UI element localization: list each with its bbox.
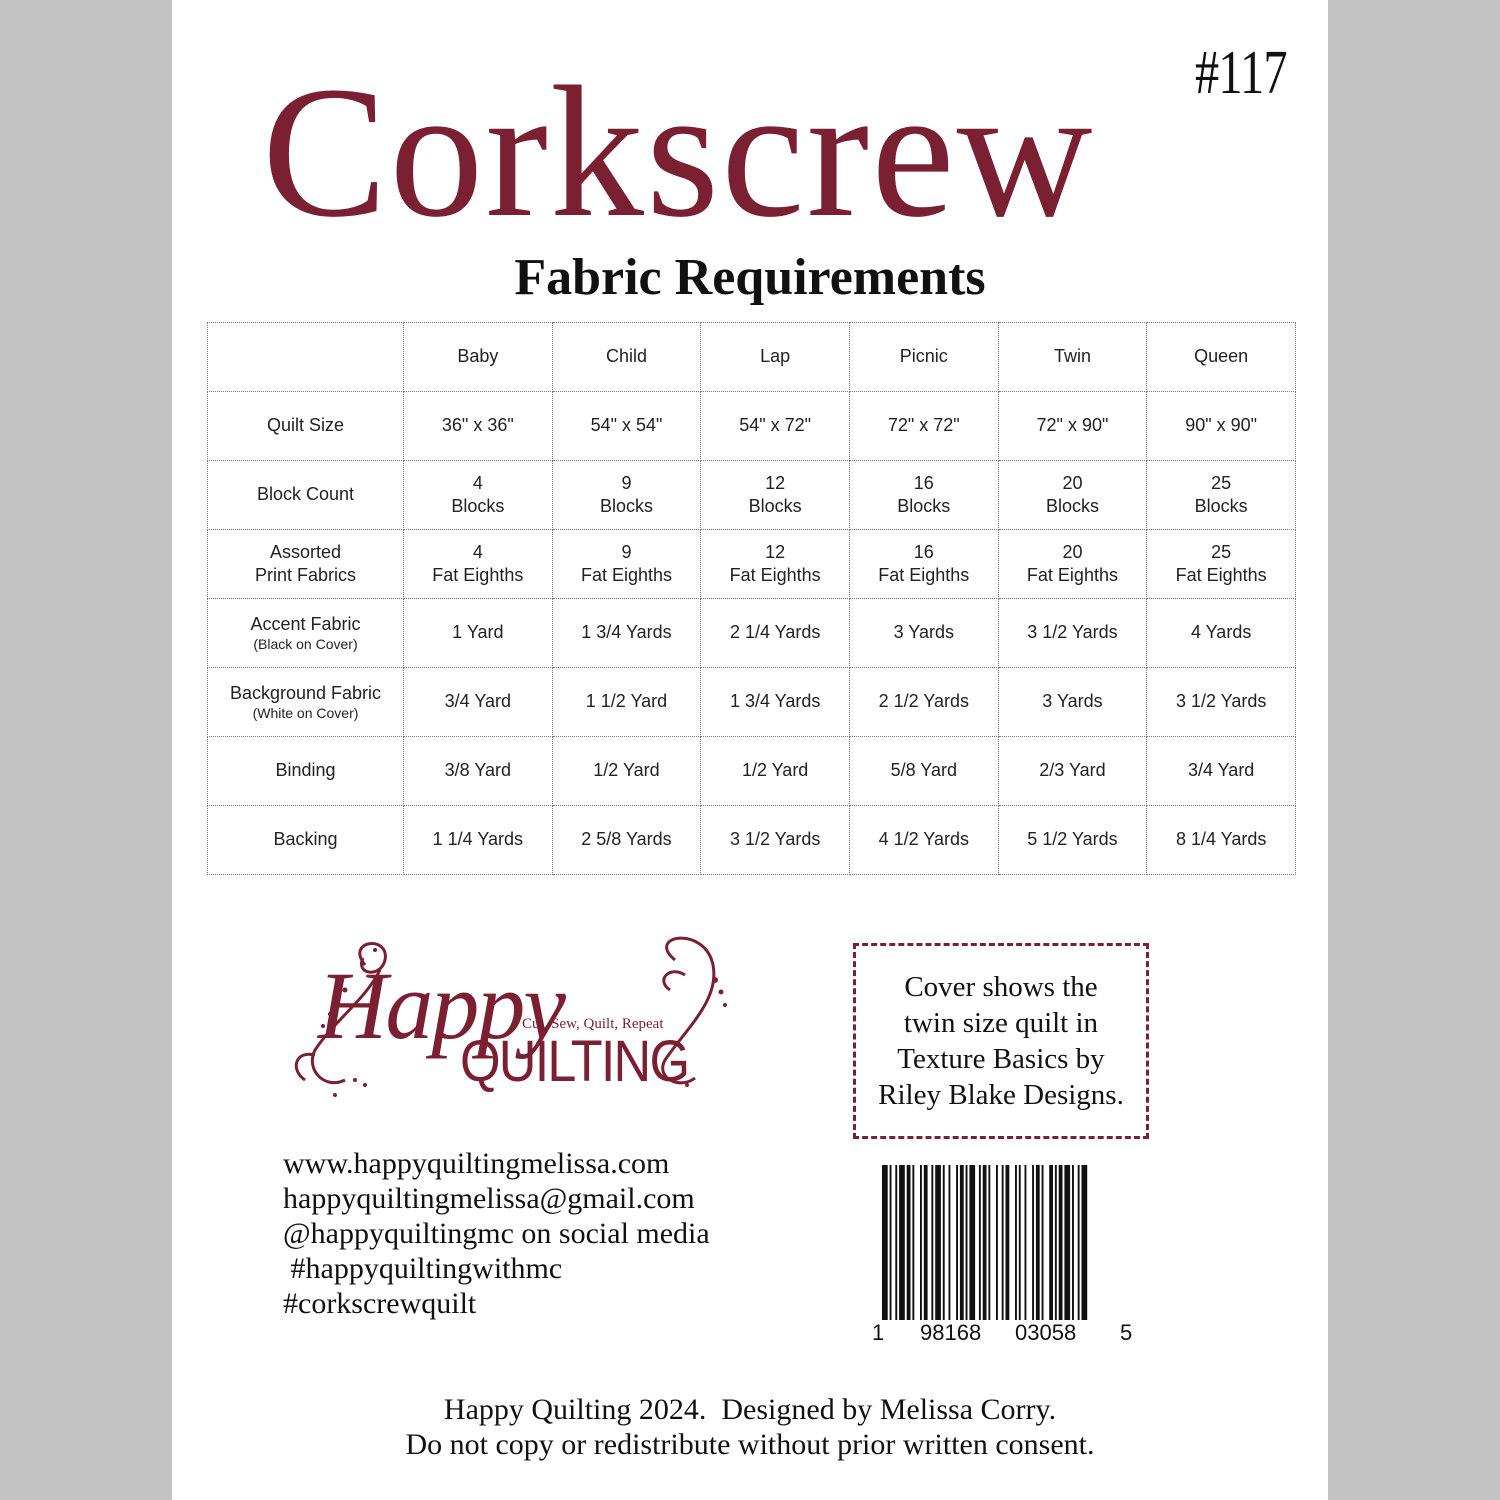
barcode-bar: [890, 1165, 892, 1320]
barcode-bar: [1015, 1165, 1017, 1320]
barcode-bar: [1002, 1165, 1004, 1320]
table-cell: [701, 461, 850, 530]
table-cell: [998, 392, 1147, 461]
cover-note-line: twin size quilt in: [903, 1007, 1099, 1039]
row-label: Print Fabrics: [254, 565, 357, 585]
row-label: Block Count: [256, 484, 355, 505]
table-cell: [1147, 530, 1296, 599]
cell-value: Blocks: [1045, 496, 1099, 516]
cell-value: 72" x 90": [1036, 415, 1109, 436]
table-cell: [701, 530, 850, 599]
cell-value: Blocks: [1194, 496, 1248, 516]
cell-value: 3 Yards: [1042, 691, 1103, 712]
cover-note-line: Riley Blake Designs.: [878, 1079, 1124, 1111]
size-header-queen: Queen: [1147, 323, 1296, 392]
barcode-digit: 1: [872, 1320, 885, 1345]
table-cell: [552, 392, 701, 461]
cell-value: 16: [913, 541, 934, 562]
cell-value: 1 1/2 Yard: [585, 691, 668, 712]
size-header-twin: Twin: [998, 323, 1147, 392]
barcode-digit: 5: [1120, 1320, 1133, 1345]
barcode-bar: [1064, 1165, 1070, 1320]
table-row: [208, 668, 1296, 737]
barcode-bar: [1006, 1165, 1010, 1320]
hashtag-pattern: #corkscrewquilt: [283, 1287, 477, 1320]
table-cell: [701, 737, 850, 806]
barcode-bar: [899, 1165, 905, 1320]
cell-value: 3 Yards: [893, 622, 954, 643]
table-cell: [998, 737, 1147, 806]
cell-value: Blocks: [748, 496, 802, 516]
cell-value: Fat Eighths: [729, 565, 821, 585]
row-label: Background Fabric: [229, 682, 382, 703]
cell-value: 4: [472, 541, 483, 562]
table-cell: [404, 806, 553, 875]
cell-value: 20: [1062, 541, 1083, 562]
row-label-note: (White on Cover): [252, 705, 359, 722]
table-cell: [1147, 599, 1296, 668]
table-cell: [404, 392, 553, 461]
table-cell: [1147, 737, 1296, 806]
barcode-bar: [1078, 1165, 1080, 1320]
cell-value: Fat Eighths: [1026, 565, 1118, 585]
table-cell: [849, 461, 998, 530]
table-cell: [404, 668, 553, 737]
hashtag-brand: #happyquiltingwithmc: [283, 1252, 563, 1285]
table-cell: [701, 668, 850, 737]
pattern-title: Corkscrew: [262, 47, 1095, 256]
barcode-bar: [1049, 1165, 1053, 1320]
header-corner-cell: [208, 323, 404, 392]
table-cell: [1147, 461, 1296, 530]
table-cell: [849, 599, 998, 668]
fabric-requirements-table: [207, 322, 1296, 875]
barcode-bar: [966, 1165, 968, 1320]
table-cell: [998, 806, 1147, 875]
table-cell: [701, 599, 850, 668]
barcode-bar: [1036, 1165, 1040, 1320]
cell-value: Blocks: [599, 496, 653, 516]
row-label: Accent Fabric: [250, 613, 361, 634]
barcode-bar: [956, 1165, 958, 1320]
table-cell: [552, 461, 701, 530]
cell-value: 1/2 Yard: [741, 760, 809, 781]
cell-value: 8 1/4 Yards: [1175, 829, 1267, 850]
contact-info: [283, 1146, 710, 1321]
cell-value: 25: [1211, 472, 1232, 493]
barcode-bar: [979, 1165, 981, 1320]
footer-line: Do not copy or redistribute without prior written consent.: [405, 1428, 1095, 1461]
cell-value: 2/3 Yard: [1039, 760, 1106, 781]
row-label-cell: [208, 737, 404, 806]
cell-value: 12: [765, 472, 786, 493]
cell-value: 4: [472, 472, 483, 493]
cell-value: 16: [913, 472, 934, 493]
cell-value: Fat Eighths: [580, 565, 672, 585]
table-row: [208, 392, 1296, 461]
table-cell: [404, 530, 553, 599]
table-cell: [998, 461, 1147, 530]
table-cell: [849, 392, 998, 461]
cell-value: Fat Eighths: [432, 565, 524, 585]
row-label-cell: [208, 461, 404, 530]
barcode-bar: [960, 1165, 964, 1320]
barcode-bar: [983, 1165, 987, 1320]
barcode-bar: [969, 1165, 975, 1320]
barcode-bar: [924, 1165, 928, 1320]
table-cell: [1147, 806, 1296, 875]
table-cell: [404, 461, 553, 530]
cell-value: 90" x 90": [1185, 415, 1258, 436]
cell-value: 1 3/4 Yards: [581, 622, 672, 643]
cell-value: 3 1/2 Yards: [1027, 622, 1118, 643]
barcode-digit: 98168: [920, 1320, 982, 1345]
cell-value: 54" x 72": [739, 415, 812, 436]
table-cell: [552, 599, 701, 668]
cell-value: 4 Yards: [1190, 622, 1252, 643]
cell-value: 9: [621, 541, 632, 562]
copyright-footer: [0, 1392, 1500, 1462]
pattern-number: #117: [1195, 39, 1287, 107]
logo-happy-text: Happy: [318, 952, 564, 1059]
table-cell: [404, 737, 553, 806]
cell-value: 2 1/4 Yards: [729, 622, 821, 643]
barcode-bar: [996, 1165, 998, 1320]
cell-value: 1/2 Yard: [593, 760, 660, 781]
cell-value: Blocks: [897, 496, 951, 516]
cover-note-box: [853, 943, 1149, 1139]
table-cell: [1147, 668, 1296, 737]
cell-value: 3 1/2 Yards: [1175, 691, 1267, 712]
barcode-bar: [988, 1165, 990, 1320]
cell-value: 25: [1211, 541, 1232, 562]
barcode-bar: [907, 1165, 911, 1320]
cell-value: 1 1/4 Yards: [432, 829, 524, 850]
barcode-bar: [1072, 1165, 1074, 1320]
cell-value: 2 5/8 Yards: [581, 829, 672, 850]
barcode-bar: [1059, 1165, 1063, 1320]
cell-value: 3 1/2 Yards: [729, 829, 821, 850]
size-header-lap: Lap: [701, 323, 850, 392]
cell-value: 54" x 54": [590, 415, 663, 436]
size-header-baby: Baby: [404, 323, 553, 392]
cell-value: Fat Eighths: [878, 565, 970, 585]
social-handle: @happyquiltingmc on social media: [283, 1217, 710, 1250]
barcode-bar: [1055, 1165, 1057, 1320]
cover-note-line: Texture Basics by: [897, 1043, 1105, 1075]
barcode-bar: [895, 1165, 897, 1320]
table-cell: [998, 530, 1147, 599]
barcode-bar: [949, 1165, 951, 1320]
table-cell: [552, 530, 701, 599]
cell-value: 1 3/4 Yards: [729, 691, 821, 712]
cell-value: 72" x 72": [887, 415, 960, 436]
footer-line: Happy Quilting 2024. Designed by Melissa Corry.: [443, 1393, 1057, 1426]
table-row: [208, 737, 1296, 806]
barcode-bar: [1019, 1165, 1021, 1320]
cell-value: 9: [621, 472, 632, 493]
section-heading: Fabric Requirements: [514, 249, 986, 306]
row-label-cell: [208, 392, 404, 461]
cell-value: 1 Yard: [452, 622, 504, 643]
barcode-bar: [912, 1165, 914, 1320]
barcode-bar: [1032, 1165, 1034, 1320]
size-header-child: Child: [552, 323, 701, 392]
table-cell: [552, 737, 701, 806]
cell-value: 4 1/2 Yards: [878, 829, 969, 850]
table-cell: [404, 599, 553, 668]
cell-value: 5 1/2 Yards: [1027, 829, 1118, 850]
barcode-bar: [1025, 1165, 1027, 1320]
row-label-cell: [208, 806, 404, 875]
row-label-cell: [208, 668, 404, 737]
table-cell: [849, 530, 998, 599]
cell-value: 5/8 Yard: [890, 760, 957, 781]
table-cell: [849, 668, 998, 737]
row-label-cell: [208, 530, 404, 599]
table-cell: [998, 599, 1147, 668]
table-cell: [552, 806, 701, 875]
table-cell: [552, 668, 701, 737]
table-cell: [701, 806, 850, 875]
barcode-bar: [882, 1165, 888, 1320]
table-row: [208, 461, 1296, 530]
barcode-bar: [1042, 1165, 1044, 1320]
logo-tagline: Cut, Sew, Quilt, Repeat: [522, 1016, 664, 1032]
barcode-digit: 03058: [1015, 1320, 1077, 1345]
logo-quilting-text: QUILTING: [460, 1029, 689, 1094]
table-cell: [998, 668, 1147, 737]
table-cell: [849, 806, 998, 875]
cell-value: 3/4 Yard: [444, 691, 512, 712]
email-link[interactable]: happyquiltingmelissa@gmail.com: [283, 1182, 695, 1215]
cover-note-line: Cover shows the: [904, 971, 1098, 1003]
table-header-row: [208, 323, 1296, 392]
row-label-note: (Black on Cover): [253, 636, 358, 653]
cell-value: 20: [1062, 472, 1083, 493]
table-cell: [849, 737, 998, 806]
size-header-picnic: Picnic: [849, 323, 998, 392]
row-label: Quilt Size: [266, 415, 345, 436]
barcode-bar: [1082, 1165, 1088, 1320]
cell-value: 36" x 36": [441, 415, 514, 436]
table-row: [208, 806, 1296, 875]
table-row: [208, 530, 1296, 599]
table-cell: [701, 392, 850, 461]
cell-value: 12: [765, 541, 786, 562]
table-cell: [1147, 392, 1296, 461]
row-label: Assorted: [269, 541, 342, 562]
row-label: Backing: [273, 829, 338, 850]
barcode-bar: [920, 1165, 922, 1320]
cell-value: Fat Eighths: [1175, 565, 1267, 585]
cell-value: 2 1/2 Yards: [878, 691, 969, 712]
table-row: [208, 599, 1296, 668]
barcode-bar: [931, 1165, 933, 1320]
barcode-bar: [935, 1165, 941, 1320]
row-label: Binding: [275, 760, 336, 781]
cell-value: 3/4 Yard: [1187, 760, 1255, 781]
cell-value: 3/8 Yard: [444, 760, 512, 781]
barcode-icon: [868, 1165, 1138, 1350]
barcode-bar: [943, 1165, 945, 1320]
cell-value: Blocks: [451, 496, 505, 516]
website-link[interactable]: www.happyquiltingmelissa.com: [283, 1147, 670, 1180]
row-label-cell: [208, 599, 404, 668]
